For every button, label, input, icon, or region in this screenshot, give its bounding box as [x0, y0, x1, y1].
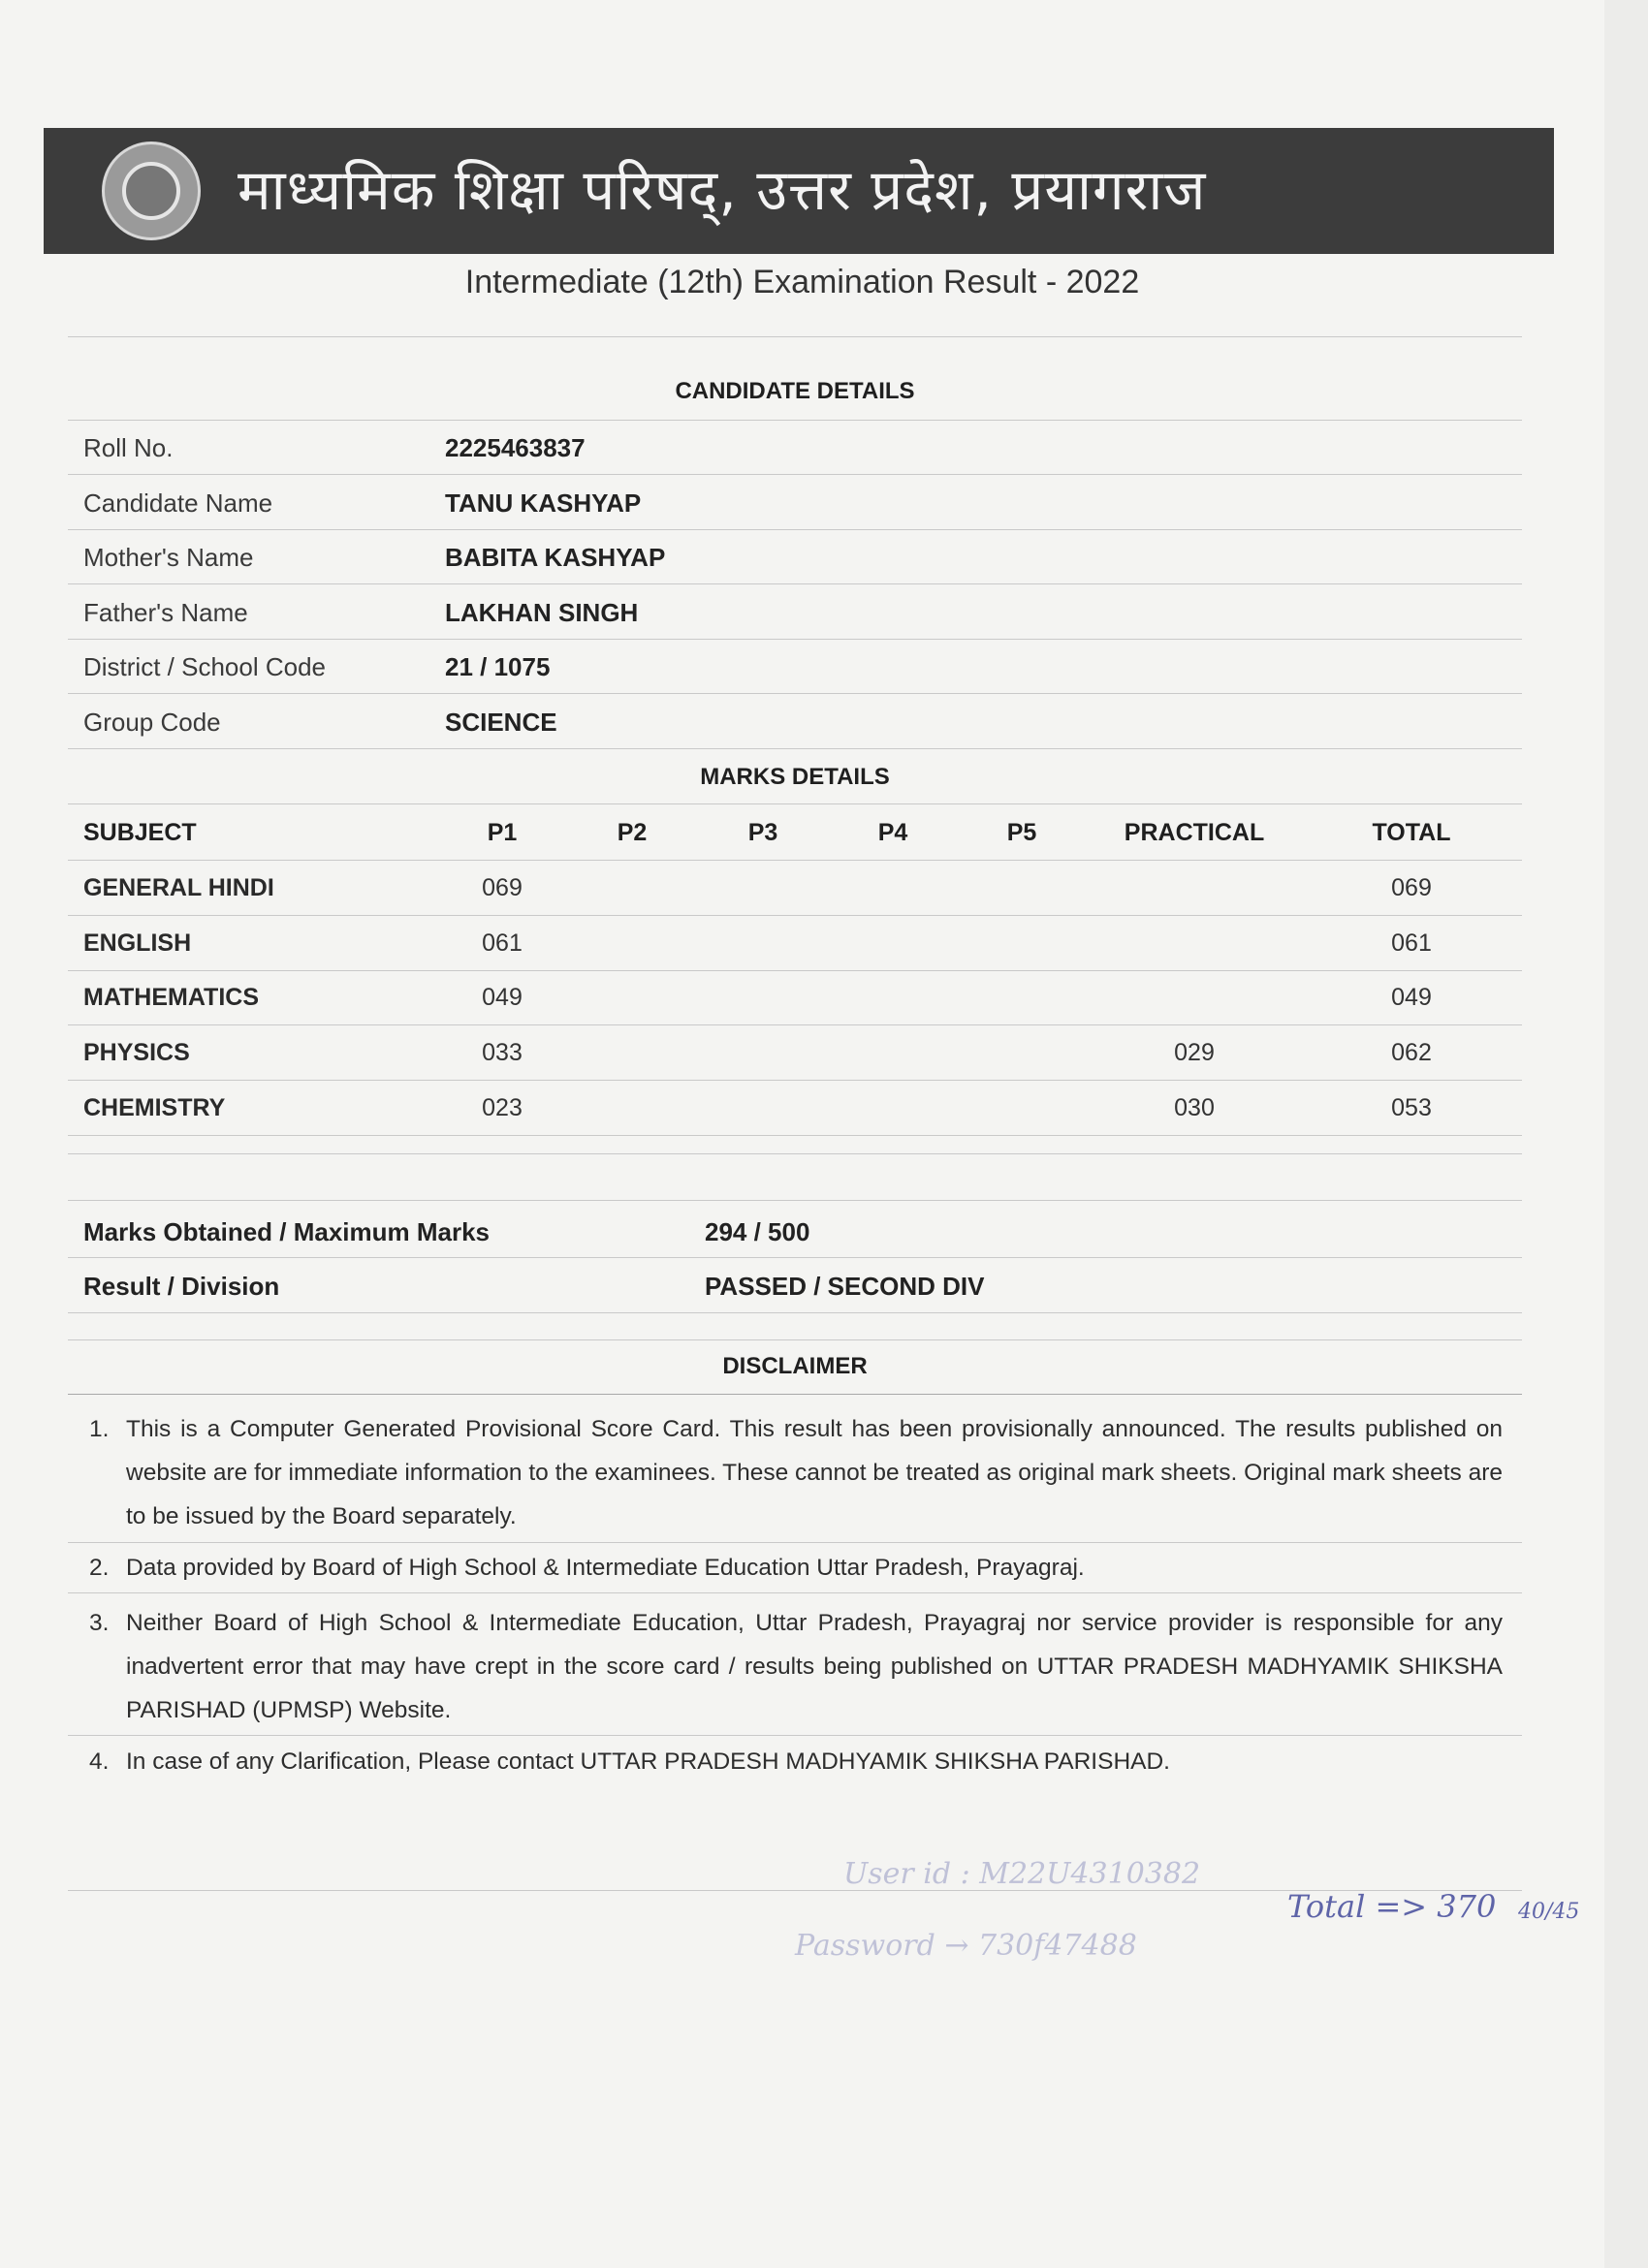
disclaimer-text: In case of any Clarification, Please contact UTTAR PRADESH MADHYAMIK SHIKSHA PARISHAD. — [126, 1748, 1170, 1775]
divider — [68, 803, 1522, 804]
row-subject: CHEMISTRY — [83, 1094, 226, 1121]
row-subject: ENGLISH — [83, 929, 192, 957]
result-division-label: Result / Division — [83, 1272, 280, 1301]
col-total: TOTAL — [1372, 819, 1451, 846]
candidate-name-label: Candidate Name — [83, 488, 273, 518]
candidate-details-heading: CANDIDATE DETAILS — [675, 378, 915, 404]
row-p1: 061 — [482, 929, 523, 957]
divider — [68, 1312, 1522, 1313]
disclaimer-text: This is a Computer Generated Provisional Score Card. This result has been provisionally announced. The results published on website are for immediate information to the examinees. These cannot be treated as original mark sheets. Original mark sheets are to be issued by the Board separately. — [126, 1416, 1503, 1529]
marks-obtained-value: 294 / 500 — [705, 1217, 810, 1246]
disclaimer-text: Neither Board of High School & Intermediate Education, Uttar Pradesh, Prayagraj nor service provider is responsible for any inadvertent error that may have crept in the score card / results being published on UTTAR PRADESH MADHYAMIK SHIKSHA PARISHAD (UPMSP) Website. — [126, 1610, 1503, 1723]
handwritten-total-note: Total => 370 — [1287, 1888, 1497, 1925]
exam-title: Intermediate (12th) Examination Result - 2022 — [464, 264, 1140, 300]
divider — [68, 529, 1522, 530]
board-emblem-icon — [102, 142, 201, 240]
divider — [68, 693, 1522, 694]
row-total: 049 — [1391, 984, 1432, 1011]
board-title: माध्यमिक शिक्षा परिषद्, उत्तर प्रदेश, प्रयागराज — [238, 157, 1207, 223]
divider — [68, 1080, 1522, 1081]
disclaimer-item — [89, 1601, 1503, 1732]
divider — [68, 1542, 1522, 1543]
disclaimer-number: 2. — [89, 1555, 110, 1581]
row-total: 062 — [1391, 1039, 1432, 1066]
divider — [68, 1339, 1522, 1340]
divider — [68, 336, 1522, 337]
result-division-value: PASSED / SECOND DIV — [705, 1272, 985, 1301]
disclaimer-number: 3. — [89, 1610, 110, 1636]
marks-obtained-label: Marks Obtained / Maximum Marks — [83, 1217, 491, 1246]
divider — [68, 860, 1522, 861]
disclaimer-number: 1. — [89, 1416, 110, 1442]
divider — [68, 420, 1522, 421]
divider — [68, 970, 1522, 971]
father-name-label: Father's Name — [83, 598, 248, 627]
disclaimer-item — [89, 1546, 1503, 1590]
divider — [68, 474, 1522, 475]
col-p3: P3 — [747, 819, 778, 846]
divider — [68, 1257, 1522, 1258]
disclaimer-item — [89, 1740, 1503, 1783]
divider — [68, 748, 1522, 749]
row-p1: 069 — [482, 874, 523, 901]
row-total: 069 — [1391, 874, 1432, 901]
roll-no-value: 2225463837 — [445, 433, 586, 462]
col-practical: PRACTICAL — [1124, 819, 1265, 846]
divider — [68, 1200, 1522, 1201]
disclaimer-item — [89, 1407, 1503, 1538]
row-total: 053 — [1391, 1094, 1432, 1121]
divider — [68, 1024, 1522, 1025]
col-p5: P5 — [1006, 819, 1037, 846]
divider — [68, 1153, 1522, 1154]
divider — [68, 583, 1522, 584]
row-subject: PHYSICS — [83, 1039, 190, 1066]
divider — [68, 1592, 1522, 1593]
row-subject: GENERAL HINDI — [83, 874, 274, 901]
row-p1: 049 — [482, 984, 523, 1011]
district-school-code-value: 21 / 1075 — [445, 652, 551, 681]
divider — [68, 1135, 1522, 1136]
disclaimer-text: Data provided by Board of High School & Intermediate Education Uttar Pradesh, Prayagraj. — [126, 1555, 1085, 1581]
marks-details-heading: MARKS DETAILS — [700, 764, 890, 790]
row-p1: 023 — [482, 1094, 523, 1121]
divider — [68, 915, 1522, 916]
row-subject: MATHEMATICS — [83, 984, 259, 1011]
row-total: 061 — [1391, 929, 1432, 957]
roll-no-label: Roll No. — [83, 433, 174, 462]
divider — [68, 1735, 1522, 1736]
handwritten-fraction: 40/45 — [1518, 1900, 1580, 1924]
group-code-label: Group Code — [83, 708, 221, 737]
father-name-value: LAKHAN SINGH — [445, 598, 639, 627]
col-p1: P1 — [487, 819, 518, 846]
col-subject: SUBJECT — [83, 819, 197, 846]
disclaimer-heading: DISCLAIMER — [722, 1353, 868, 1379]
col-p2: P2 — [617, 819, 648, 846]
candidate-name-value: TANU KASHYAP — [445, 488, 642, 518]
disclaimer-number: 4. — [89, 1748, 110, 1775]
board-banner — [44, 128, 1554, 254]
row-p1: 033 — [482, 1039, 523, 1066]
mother-name-label: Mother's Name — [83, 543, 254, 572]
divider — [68, 639, 1522, 640]
divider — [68, 1394, 1522, 1395]
mother-name-value: BABITA KASHYAP — [445, 543, 666, 572]
group-code-value: SCIENCE — [445, 708, 557, 737]
handwritten-password-note: Password → 730f47488 — [795, 1929, 1137, 1963]
col-p4: P4 — [877, 819, 908, 846]
handwritten-userid-note: User id : M22U4310382 — [843, 1857, 1201, 1891]
row-practical: 030 — [1174, 1094, 1215, 1121]
district-school-code-label: District / School Code — [83, 652, 326, 681]
row-practical: 029 — [1174, 1039, 1215, 1066]
